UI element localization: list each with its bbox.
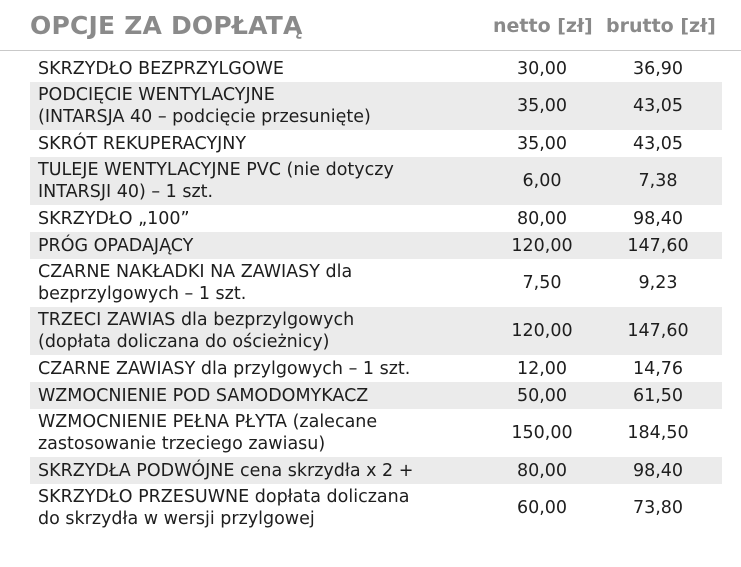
table-row bbox=[30, 409, 722, 457]
netto-price: 80,00 bbox=[516, 208, 568, 229]
netto-price: 50,00 bbox=[516, 385, 568, 406]
price-table bbox=[30, 55, 722, 532]
brutto-price: 98,40 bbox=[632, 208, 684, 229]
brutto-price: 147,60 bbox=[627, 235, 689, 256]
table-row bbox=[30, 157, 722, 205]
page-title: OPCJE ZA DOPŁATĄ bbox=[30, 11, 303, 40]
option-description: WZMOCNIENIE POD SAMODOMYKACZ bbox=[38, 385, 369, 406]
netto-price: 30,00 bbox=[516, 58, 568, 79]
option-description: PODCIĘCIE WENTYLACYJNE (INTARSJA 40 – podcięcie przesunięte) bbox=[38, 85, 371, 127]
brutto-price: 43,05 bbox=[632, 96, 684, 116]
netto-price: 120,00 bbox=[511, 321, 573, 341]
option-description: SKRZYDŁO „100” bbox=[38, 208, 190, 229]
brutto-price: 43,05 bbox=[632, 133, 684, 154]
netto-price: 60,00 bbox=[516, 498, 568, 518]
option-description: CZARNE ZAWIASY dla przylgowych – 1 szt. bbox=[38, 358, 411, 379]
option-description: PRÓG OPADAJĄCY bbox=[38, 235, 194, 256]
brutto-price: 147,60 bbox=[627, 321, 689, 341]
option-description: SKRZYDŁO BEZPRZYLGOWE bbox=[38, 58, 284, 79]
brutto-price: 73,80 bbox=[632, 498, 684, 518]
option-description: CZARNE NAKŁADKI NA ZAWIASY dla bezprzylgowych – 1 szt. bbox=[38, 262, 353, 304]
netto-price: 80,00 bbox=[516, 460, 568, 481]
netto-price: 12,00 bbox=[516, 358, 568, 379]
netto-price: 120,00 bbox=[511, 235, 573, 256]
brutto-column-header: brutto [zł] bbox=[606, 15, 716, 37]
option-description: WZMOCNIENIE PEŁNA PŁYTA (zalecane zastosowanie trzeciego zawiasu) bbox=[38, 412, 378, 454]
brutto-price: 61,50 bbox=[632, 385, 684, 406]
brutto-price: 14,76 bbox=[632, 358, 684, 379]
table-row bbox=[30, 307, 722, 355]
netto-price: 6,00 bbox=[522, 171, 562, 191]
table-row bbox=[30, 457, 722, 484]
option-description: TRZECI ZAWIAS dla bezprzylgowych (dopłata doliczana do ościeżnicy) bbox=[38, 310, 355, 352]
netto-price: 35,00 bbox=[516, 133, 568, 154]
brutto-price: 98,40 bbox=[632, 460, 684, 481]
netto-price: 7,50 bbox=[522, 273, 562, 293]
table-row bbox=[30, 205, 722, 232]
table-row bbox=[30, 259, 722, 307]
option-description: SKRÓT REKUPERACYJNY bbox=[38, 133, 247, 154]
table-row bbox=[30, 130, 722, 157]
table-row bbox=[30, 484, 722, 532]
brutto-price: 36,90 bbox=[632, 58, 684, 79]
brutto-price: 9,23 bbox=[638, 273, 678, 293]
netto-price: 150,00 bbox=[511, 423, 573, 443]
netto-column-header: netto [zł] bbox=[493, 15, 593, 37]
netto-price: 35,00 bbox=[516, 96, 568, 116]
table-row bbox=[30, 82, 722, 130]
table-row bbox=[30, 55, 722, 82]
table-row bbox=[30, 382, 722, 409]
option-description: TULEJE WENTYLACYJNE PVC (nie dotyczy INTARSJI 40) – 1 szt. bbox=[38, 160, 394, 202]
option-description: SKRZYDŁO PRZESUWNE dopłata doliczana do skrzydła w wersji przylgowej bbox=[38, 487, 410, 529]
brutto-price: 184,50 bbox=[627, 423, 689, 443]
option-description: SKRZYDŁA PODWÓJNE cena skrzydła x 2 + bbox=[38, 460, 414, 481]
table-row bbox=[30, 355, 722, 382]
brutto-price: 7,38 bbox=[638, 171, 678, 191]
table-row bbox=[30, 232, 722, 259]
table-header bbox=[0, 0, 741, 51]
